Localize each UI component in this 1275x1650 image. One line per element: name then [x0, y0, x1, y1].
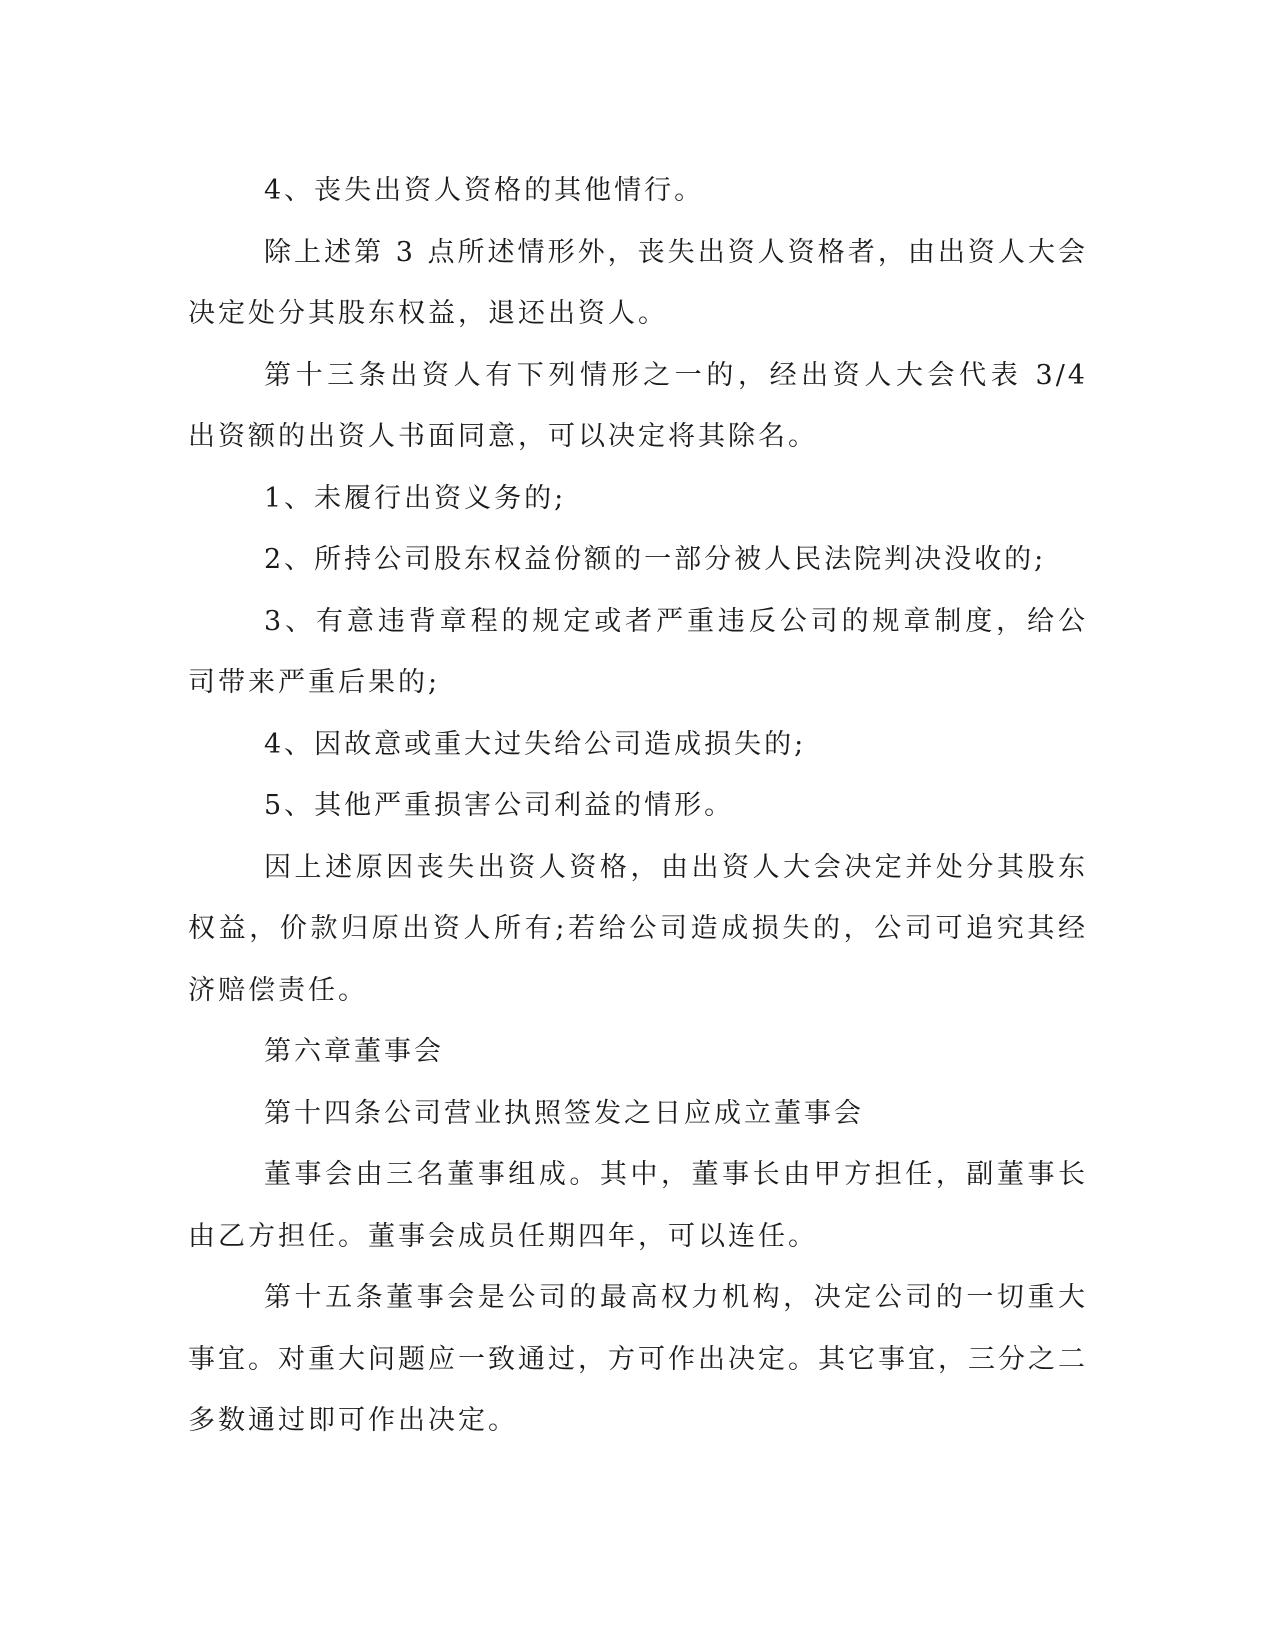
chapter-heading: 第六章董事会 [264, 1036, 444, 1067]
paragraph: 1、未履行出资义务的; [264, 482, 567, 514]
paragraph: 第十五条董事会是公司的最高权力机构，决定公司的一切重大事宜。对重大问题应一致通过，方可作出决定。其它事宜，三分之二多数通过即可作出决定。 [188, 1282, 1088, 1436]
document-body [188, 160, 1088, 1452]
paragraph: 4、因故意或重大过失给公司造成损失的; [264, 728, 807, 760]
paragraph: 除上述第 3 点所述情形外，丧失出资人资格者，由出资人大会决定处分其股东权益，退还出资人。 [188, 236, 1088, 329]
paragraph: 2、所持公司股东权益份额的一部分被人民法院判决没收的; [264, 544, 1047, 575]
paragraph: 4、丧失出资人资格的其他情行。 [264, 175, 705, 206]
paragraph: 5、其他严重损害公司利益的情形。 [264, 790, 735, 821]
paragraph: 因上述原因丧失出资人资格，由出资人大会决定并处分其股东权益，价款归原出资人所有;若给公司造成损失的，公司可追究其经济赔偿责任。 [188, 851, 1088, 1006]
paragraph: 董事会由三名董事组成。其中，董事长由甲方担任，副董事长由乙方担任。董事会成员任期四年，可以连任。 [188, 1159, 1088, 1252]
paragraph: 第十三条出资人有下列情形之一的，经出资人大会代表 3/4 出资额的出资人书面同意，可以决定将其除名。 [188, 359, 1088, 452]
paragraph: 第十四条公司营业执照签发之日应成立董事会 [264, 1097, 864, 1129]
paragraph: 3、有意违背章程的规定或者严重违反公司的规章制度，给公司带来严重后果的; [188, 605, 1088, 698]
